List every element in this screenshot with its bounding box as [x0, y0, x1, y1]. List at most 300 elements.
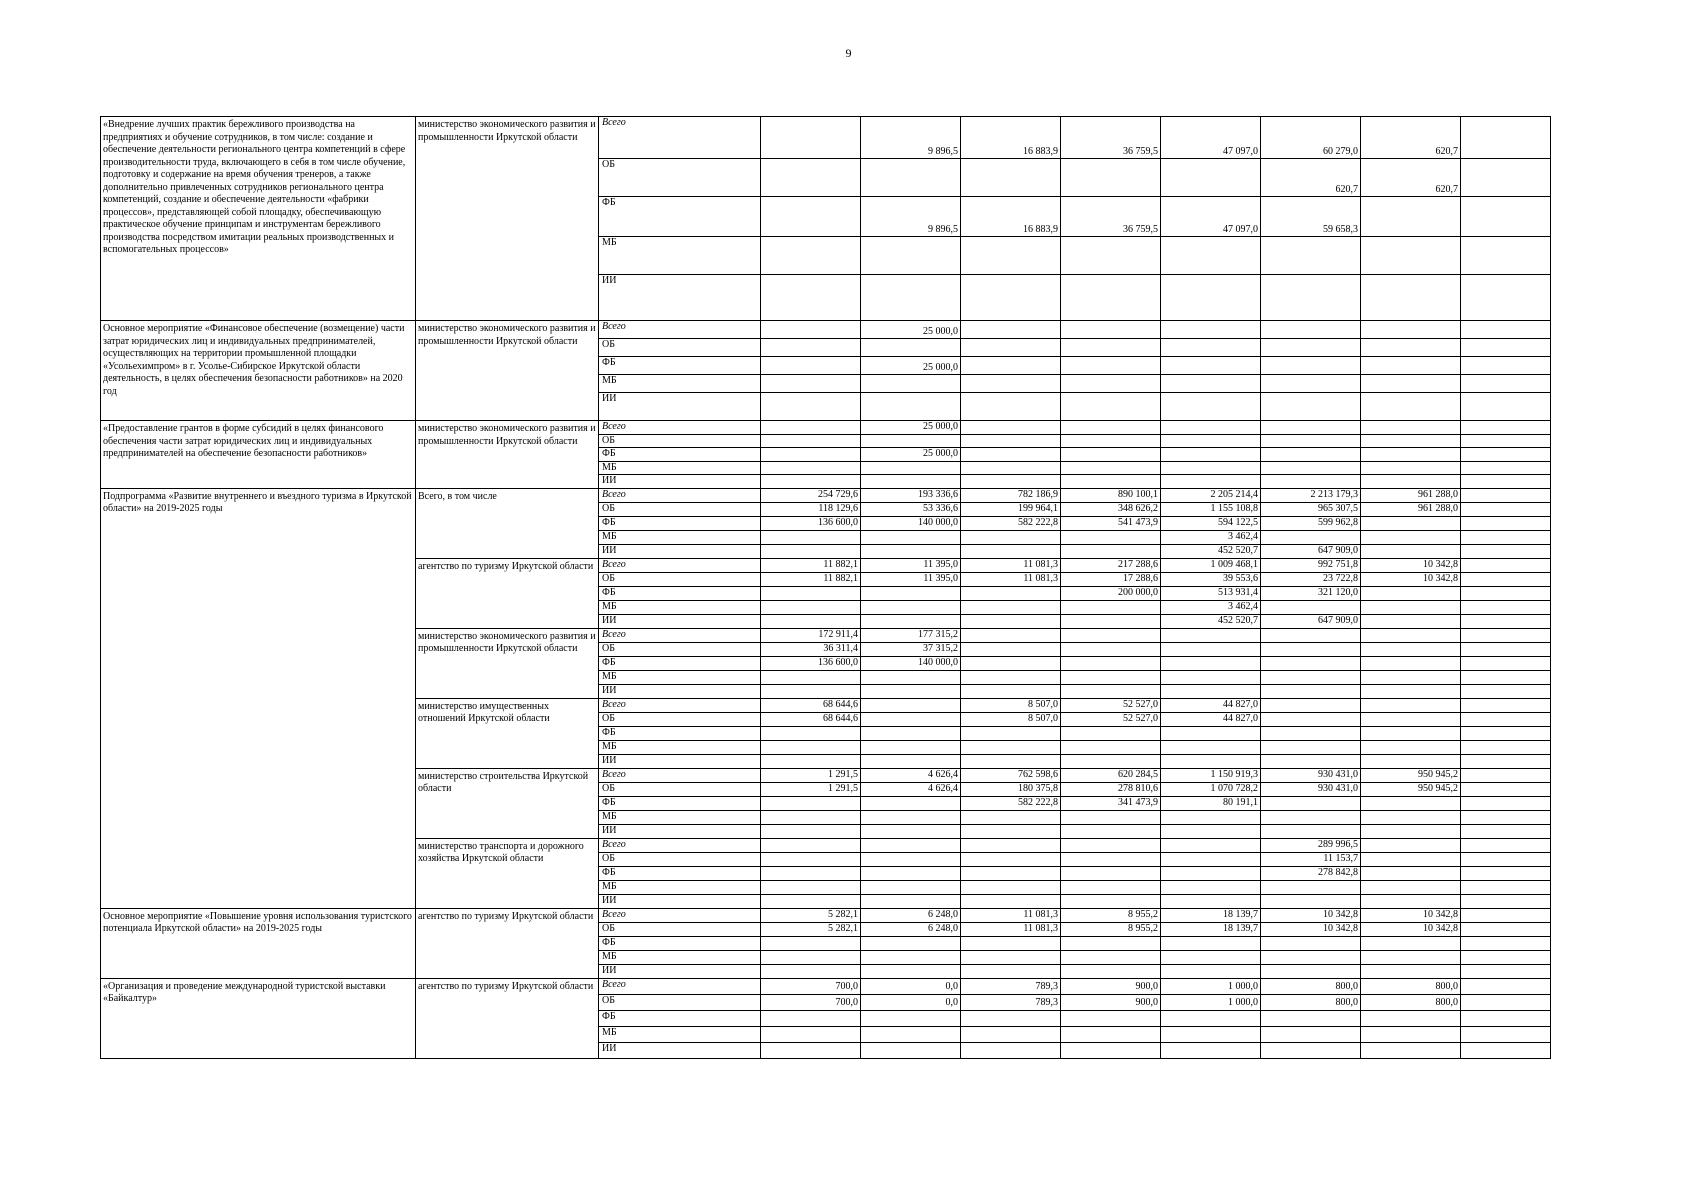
executor-cell: агентство по туризму Иркутской области	[416, 978, 599, 1058]
amount-cell: 950 945,2	[1361, 768, 1461, 782]
amount-cell: 180 375,8	[961, 782, 1061, 796]
measure-description: «Организация и проведение международной туристской выставки «Байкалтур»	[101, 978, 416, 1058]
amount-cell	[761, 375, 861, 393]
amount-cell	[1261, 964, 1361, 978]
amount-cell	[1061, 1010, 1161, 1026]
amount-cell	[861, 375, 961, 393]
amount-cell	[1061, 357, 1161, 375]
amount-cell	[961, 448, 1061, 462]
amount-cell	[1161, 824, 1261, 838]
funding-source-cell: ИИ	[599, 754, 761, 768]
amount-cell: 23 722,8	[1261, 572, 1361, 586]
amount-cell	[1461, 434, 1551, 448]
amount-cell	[861, 339, 961, 357]
amount-cell	[1161, 726, 1261, 740]
amount-cell	[1361, 656, 1461, 670]
funding-source-cell: ФБ	[599, 866, 761, 880]
amount-cell: 11 081,3	[961, 558, 1061, 572]
amount-cell: 620,7	[1361, 159, 1461, 197]
executor-cell: министерство экономического развития и промышленности Иркутской области	[416, 421, 599, 489]
amount-cell	[1361, 544, 1461, 558]
amount-cell: 17 288,6	[1061, 572, 1161, 586]
amount-cell: 961 288,0	[1361, 488, 1461, 502]
funding-source-cell: Всего	[599, 117, 761, 159]
amount-cell	[1461, 1010, 1551, 1026]
amount-cell: 11 882,1	[761, 572, 861, 586]
amount-cell	[1161, 628, 1261, 642]
amount-cell: 0,0	[861, 994, 961, 1010]
amount-cell: 37 315,2	[861, 642, 961, 656]
amount-cell	[1361, 530, 1461, 544]
amount-cell: 199 964,1	[961, 502, 1061, 516]
funding-source-cell: ОБ	[599, 339, 761, 357]
amount-cell	[961, 894, 1061, 908]
funding-source-cell: ФБ	[599, 586, 761, 600]
amount-cell	[1161, 434, 1261, 448]
amount-cell: 25 000,0	[861, 321, 961, 339]
amount-cell: 321 120,0	[1261, 586, 1361, 600]
amount-cell: 25 000,0	[861, 357, 961, 375]
amount-cell	[961, 810, 1061, 824]
amount-cell	[761, 684, 861, 698]
amount-cell	[1161, 321, 1261, 339]
amount-cell	[1461, 357, 1551, 375]
amount-cell	[1461, 936, 1551, 950]
amount-cell: 140 000,0	[861, 516, 961, 530]
amount-cell	[861, 237, 961, 275]
amount-cell	[961, 726, 1061, 740]
amount-cell	[761, 1042, 861, 1058]
amount-cell: 80 191,1	[1161, 796, 1261, 810]
amount-cell	[1361, 434, 1461, 448]
amount-cell	[1461, 754, 1551, 768]
amount-cell: 10 342,8	[1361, 908, 1461, 922]
amount-cell	[1261, 950, 1361, 964]
amount-cell: 68 644,6	[761, 712, 861, 726]
amount-cell	[1161, 642, 1261, 656]
funding-source-cell: ОБ	[599, 159, 761, 197]
funding-source-cell: ИИ	[599, 894, 761, 908]
amount-cell	[861, 275, 961, 321]
amount-cell	[761, 838, 861, 852]
amount-cell	[1061, 159, 1161, 197]
amount-cell: 3 462,4	[1161, 530, 1261, 544]
amount-cell	[1161, 357, 1261, 375]
measure-description: Основное мероприятие «Повышение уровня использования туристского потенциала Иркутской области» на 2019-2025 годы	[101, 908, 416, 978]
amount-cell: 16 883,9	[961, 197, 1061, 237]
amount-cell: 3 462,4	[1161, 600, 1261, 614]
amount-cell	[761, 950, 861, 964]
measure-description: «Внедрение лучших практик бережливого производства на предприятиях и обучение сотрудников, в том числе: создание и обеспечение деятельности регионального центра компетенций в сфере производительности труда, включающего в себя в том числе обучение, подготовку и содержание на время обучения тренеров, а также дополнительно привлеченных сотрудников регионального центра компетенций, создание и обеспечение деятельности «фабрики процессов», представляющей собой площадку, обеспечивающую практическое обучение принципам и инструментам бережливого производства посредством имитации реальных производственных и вспомогательных процессов»	[101, 117, 416, 321]
amount-cell	[1461, 852, 1551, 866]
amount-cell	[761, 421, 861, 435]
amount-cell	[961, 321, 1061, 339]
amount-cell	[1061, 726, 1161, 740]
funding-source-cell: ОБ	[599, 434, 761, 448]
amount-cell: 1 000,0	[1161, 994, 1261, 1010]
amount-cell: 620,7	[1261, 159, 1361, 197]
amount-cell: 348 626,2	[1061, 502, 1161, 516]
amount-cell: 16 883,9	[961, 117, 1061, 159]
amount-cell	[1461, 726, 1551, 740]
amount-cell	[1461, 586, 1551, 600]
funding-source-cell: Всего	[599, 768, 761, 782]
amount-cell	[1361, 475, 1461, 489]
funding-source-cell: МБ	[599, 375, 761, 393]
funding-source-cell: МБ	[599, 950, 761, 964]
amount-cell	[861, 754, 961, 768]
amount-cell: 599 962,8	[1261, 516, 1361, 530]
amount-cell: 341 473,9	[1061, 796, 1161, 810]
amount-cell: 278 842,8	[1261, 866, 1361, 880]
amount-cell	[1061, 852, 1161, 866]
amount-cell	[861, 740, 961, 754]
amount-cell	[861, 434, 961, 448]
amount-cell	[961, 461, 1061, 475]
amount-cell	[761, 1026, 861, 1042]
amount-cell	[1461, 866, 1551, 880]
amount-cell	[1161, 852, 1261, 866]
amount-cell	[1061, 838, 1161, 852]
amount-cell	[1461, 978, 1551, 994]
amount-cell	[1361, 339, 1461, 357]
amount-cell	[1061, 810, 1161, 824]
amount-cell	[1361, 448, 1461, 462]
amount-cell	[1061, 530, 1161, 544]
amount-cell	[1361, 1010, 1461, 1026]
amount-cell	[1261, 448, 1361, 462]
amount-cell	[1061, 628, 1161, 642]
funding-source-cell: МБ	[599, 530, 761, 544]
amount-cell	[1361, 393, 1461, 421]
amount-cell	[961, 357, 1061, 375]
amount-cell	[961, 628, 1061, 642]
amount-cell: 2 213 179,3	[1261, 488, 1361, 502]
amount-cell: 950 945,2	[1361, 782, 1461, 796]
amount-cell	[861, 614, 961, 628]
amount-cell: 9 896,5	[861, 197, 961, 237]
amount-cell	[961, 838, 1061, 852]
amount-cell	[761, 964, 861, 978]
amount-cell	[1461, 796, 1551, 810]
funding-source-cell: ОБ	[599, 994, 761, 1010]
amount-cell	[1161, 475, 1261, 489]
amount-cell	[861, 852, 961, 866]
amount-cell: 800,0	[1261, 978, 1361, 994]
amount-cell	[1161, 810, 1261, 824]
amount-cell	[1361, 586, 1461, 600]
amount-cell	[861, 544, 961, 558]
amount-cell: 39 553,6	[1161, 572, 1261, 586]
amount-cell	[1261, 642, 1361, 656]
amount-cell	[961, 740, 1061, 754]
amount-cell	[1261, 684, 1361, 698]
amount-cell: 900,0	[1061, 994, 1161, 1010]
amount-cell: 36 311,4	[761, 642, 861, 656]
funding-source-cell: ФБ	[599, 197, 761, 237]
amount-cell	[1461, 275, 1551, 321]
amount-cell	[1461, 448, 1551, 462]
amount-cell	[1461, 880, 1551, 894]
amount-cell	[761, 754, 861, 768]
executor-cell: министерство экономического развития и промышленности Иркутской области	[416, 117, 599, 321]
amount-cell	[1061, 656, 1161, 670]
amount-cell	[861, 824, 961, 838]
amount-cell	[961, 1042, 1061, 1058]
funding-source-cell: Всего	[599, 838, 761, 852]
amount-cell	[761, 544, 861, 558]
amount-cell	[1461, 475, 1551, 489]
amount-cell	[1461, 768, 1551, 782]
amount-cell	[861, 866, 961, 880]
funding-source-cell: ФБ	[599, 516, 761, 530]
amount-cell	[861, 393, 961, 421]
amount-cell: 0,0	[861, 978, 961, 994]
amount-cell	[761, 586, 861, 600]
amount-cell: 44 827,0	[1161, 712, 1261, 726]
amount-cell	[1261, 600, 1361, 614]
amount-cell	[761, 393, 861, 421]
amount-cell: 47 097,0	[1161, 117, 1261, 159]
amount-cell	[1061, 1026, 1161, 1042]
amount-cell	[1461, 698, 1551, 712]
amount-cell	[1161, 866, 1261, 880]
amount-cell: 647 909,0	[1261, 544, 1361, 558]
amount-cell	[761, 740, 861, 754]
table-row	[101, 488, 1551, 502]
funding-source-cell: ИИ	[599, 964, 761, 978]
amount-cell	[1461, 502, 1551, 516]
amount-cell: 8 955,2	[1061, 922, 1161, 936]
amount-cell	[861, 726, 961, 740]
amount-cell: 965 307,5	[1261, 502, 1361, 516]
amount-cell	[1061, 670, 1161, 684]
amount-cell	[761, 197, 861, 237]
funding-source-cell: ОБ	[599, 502, 761, 516]
amount-cell: 254 729,6	[761, 488, 861, 502]
amount-cell	[1361, 754, 1461, 768]
amount-cell	[1461, 782, 1551, 796]
amount-cell	[1361, 1042, 1461, 1058]
funding-source-cell: ФБ	[599, 357, 761, 375]
amount-cell	[1461, 321, 1551, 339]
amount-cell: 10 342,8	[1261, 908, 1361, 922]
amount-cell	[961, 544, 1061, 558]
amount-cell	[1361, 824, 1461, 838]
amount-cell	[861, 1010, 961, 1026]
amount-cell: 11 882,1	[761, 558, 861, 572]
amount-cell	[1061, 475, 1161, 489]
amount-cell	[961, 852, 1061, 866]
table-row	[101, 117, 1551, 159]
amount-cell	[1461, 375, 1551, 393]
amount-cell	[1361, 357, 1461, 375]
amount-cell	[961, 237, 1061, 275]
amount-cell: 11 395,0	[861, 572, 961, 586]
amount-cell	[1061, 950, 1161, 964]
amount-cell: 11 153,7	[1261, 852, 1361, 866]
funding-source-cell: ИИ	[599, 393, 761, 421]
amount-cell	[1361, 866, 1461, 880]
amount-cell	[961, 434, 1061, 448]
funding-source-cell: ФБ	[599, 448, 761, 462]
amount-cell	[1461, 628, 1551, 642]
amount-cell	[961, 600, 1061, 614]
funding-source-cell: ФБ	[599, 726, 761, 740]
amount-cell	[761, 475, 861, 489]
amount-cell	[1061, 461, 1161, 475]
amount-cell	[961, 866, 1061, 880]
amount-cell	[1361, 684, 1461, 698]
amount-cell	[1161, 375, 1261, 393]
amount-cell	[1161, 159, 1261, 197]
amount-cell	[1061, 393, 1161, 421]
amount-cell	[1361, 375, 1461, 393]
funding-source-cell: МБ	[599, 810, 761, 824]
amount-cell	[761, 852, 861, 866]
amount-cell	[1361, 796, 1461, 810]
amount-cell	[1161, 670, 1261, 684]
amount-cell	[1061, 600, 1161, 614]
amount-cell	[1361, 712, 1461, 726]
amount-cell	[1061, 544, 1161, 558]
amount-cell: 762 598,6	[961, 768, 1061, 782]
amount-cell: 10 342,8	[1361, 558, 1461, 572]
amount-cell: 5 282,1	[761, 908, 861, 922]
amount-cell: 11 081,3	[961, 572, 1061, 586]
funding-source-cell: ИИ	[599, 475, 761, 489]
amount-cell	[1161, 894, 1261, 908]
amount-cell	[1061, 754, 1161, 768]
amount-cell	[761, 936, 861, 950]
amount-cell: 1 155 108,8	[1161, 502, 1261, 516]
amount-cell	[861, 810, 961, 824]
amount-cell	[1061, 1042, 1161, 1058]
amount-cell	[1161, 936, 1261, 950]
amount-cell	[1261, 237, 1361, 275]
funding-source-cell: ОБ	[599, 852, 761, 866]
amount-cell: 278 810,6	[1061, 782, 1161, 796]
amount-cell	[961, 375, 1061, 393]
table-row	[101, 421, 1551, 435]
amount-cell	[1461, 1026, 1551, 1042]
amount-cell	[861, 461, 961, 475]
amount-cell: 44 827,0	[1161, 698, 1261, 712]
amount-cell	[1461, 824, 1551, 838]
funding-table	[100, 116, 1551, 1059]
funding-source-cell: Всего	[599, 421, 761, 435]
amount-cell	[861, 838, 961, 852]
amount-cell	[961, 586, 1061, 600]
amount-cell	[1261, 726, 1361, 740]
amount-cell	[1461, 393, 1551, 421]
amount-cell: 289 996,5	[1261, 838, 1361, 852]
amount-cell	[1261, 475, 1361, 489]
amount-cell	[961, 1010, 1061, 1026]
amount-cell	[1161, 421, 1261, 435]
funding-source-cell: МБ	[599, 237, 761, 275]
funding-source-cell: ФБ	[599, 796, 761, 810]
amount-cell	[1261, 712, 1361, 726]
amount-cell	[1361, 614, 1461, 628]
amount-cell	[861, 600, 961, 614]
amount-cell: 6 248,0	[861, 908, 961, 922]
amount-cell	[1361, 852, 1461, 866]
amount-cell	[1161, 740, 1261, 754]
amount-cell	[1461, 237, 1551, 275]
amount-cell: 6 248,0	[861, 922, 961, 936]
funding-source-cell: ИИ	[599, 614, 761, 628]
amount-cell	[1161, 1010, 1261, 1026]
funding-source-cell: Всего	[599, 488, 761, 502]
amount-cell	[1461, 461, 1551, 475]
amount-cell: 620,7	[1361, 117, 1461, 159]
amount-cell	[1461, 600, 1551, 614]
executor-cell: агентство по туризму Иркутской области	[416, 558, 599, 628]
amount-cell	[1061, 824, 1161, 838]
amount-cell	[861, 950, 961, 964]
amount-cell	[861, 670, 961, 684]
amount-cell	[1361, 670, 1461, 684]
amount-cell	[1461, 740, 1551, 754]
amount-cell: 10 342,8	[1361, 922, 1461, 936]
amount-cell	[1061, 275, 1161, 321]
amount-cell	[1361, 894, 1461, 908]
amount-cell	[961, 275, 1061, 321]
executor-cell: министерство строительства Иркутской области	[416, 768, 599, 838]
amount-cell: 800,0	[1361, 994, 1461, 1010]
amount-cell	[761, 600, 861, 614]
amount-cell: 217 288,6	[1061, 558, 1161, 572]
amount-cell	[1461, 117, 1551, 159]
amount-cell	[1461, 908, 1551, 922]
amount-cell: 8 507,0	[961, 698, 1061, 712]
amount-cell	[1061, 448, 1161, 462]
table-row	[101, 321, 1551, 339]
amount-cell	[1461, 544, 1551, 558]
amount-cell	[1161, 880, 1261, 894]
amount-cell	[961, 656, 1061, 670]
amount-cell: 5 282,1	[761, 922, 861, 936]
amount-cell	[1461, 994, 1551, 1010]
amount-cell	[1261, 880, 1361, 894]
amount-cell: 47 097,0	[1161, 197, 1261, 237]
amount-cell	[761, 894, 861, 908]
amount-cell	[1161, 684, 1261, 698]
amount-cell	[761, 726, 861, 740]
amount-cell: 582 222,8	[961, 796, 1061, 810]
amount-cell	[1361, 950, 1461, 964]
amount-cell: 582 222,8	[961, 516, 1061, 530]
amount-cell	[761, 810, 861, 824]
amount-cell	[1161, 754, 1261, 768]
amount-cell	[1461, 558, 1551, 572]
amount-cell	[1061, 964, 1161, 978]
amount-cell: 700,0	[761, 978, 861, 994]
amount-cell	[861, 894, 961, 908]
amount-cell	[961, 614, 1061, 628]
amount-cell	[1361, 237, 1461, 275]
amount-cell	[1061, 321, 1161, 339]
amount-cell	[1361, 1026, 1461, 1042]
amount-cell: 18 139,7	[1161, 922, 1261, 936]
amount-cell	[861, 936, 961, 950]
table-row	[101, 978, 1551, 994]
amount-cell	[1361, 880, 1461, 894]
amount-cell	[961, 824, 1061, 838]
amount-cell	[1461, 642, 1551, 656]
table-row	[101, 908, 1551, 922]
